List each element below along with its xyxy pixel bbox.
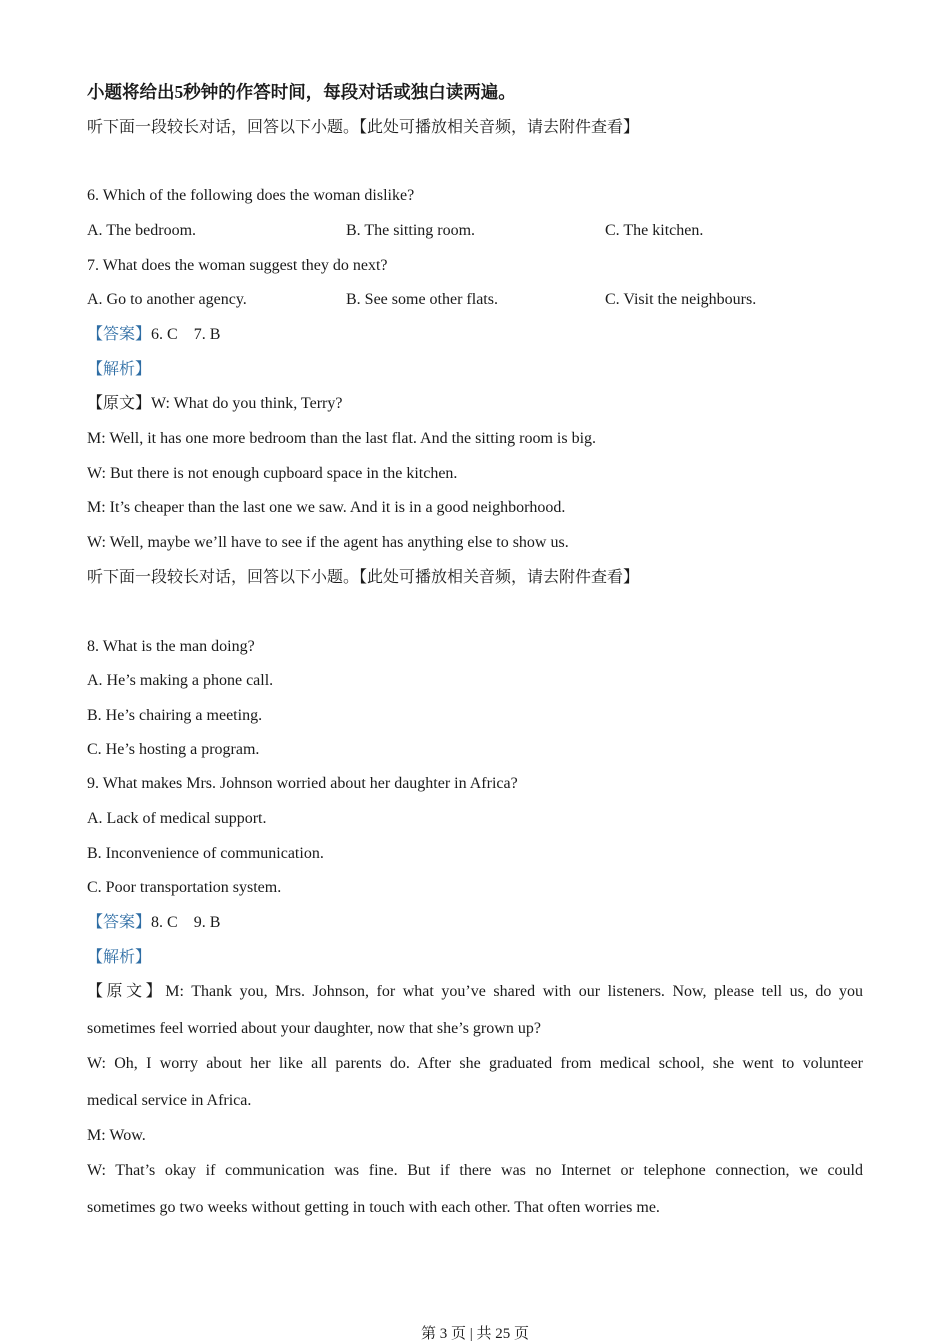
transcript-line-4: M: It’s cheaper than the last one we saw. And it is in a good neighborhood. xyxy=(87,499,566,516)
transcript-line-1 xyxy=(87,393,863,415)
transcript2-line-4b: sometimes go two weeks without getting in touch with each other. That often worries me. xyxy=(87,1199,660,1216)
section1-intro: 听下面一段较长对话，回答以下小题。【此处可播放相关音频，请去附件查看】 xyxy=(87,119,640,136)
answer-line-1 xyxy=(87,324,863,346)
q8-option-a: A. He’s making a phone call. xyxy=(87,672,274,689)
q7-stem: 7. What does the woman suggest they do next? xyxy=(87,257,388,274)
transcript-text: M: Thank you, Mrs. Johnson, for what you’ve shared with our listeners. Now, please tell us, do you xyxy=(165,983,863,1000)
transcript2-line-3: M: Wow. xyxy=(87,1127,146,1144)
analysis-tag: 【解析】 xyxy=(87,361,152,378)
q6-option-b: B. The sitting room. xyxy=(346,222,476,239)
instruction-text: 小题将给出5秒钟的作答时间，每段对话或独白读两遍。 xyxy=(87,82,516,102)
section2-intro: 听下面一段较长对话，回答以下小题。【此处可播放相关音频，请去附件查看】 xyxy=(87,569,640,586)
q6-option-a: A. The bedroom. xyxy=(87,222,197,239)
transcript2-line-2a: W: Oh, I worry about her like all parents do. After she graduated from medical school, she went to volunteer xyxy=(87,1055,863,1072)
answer-line-2 xyxy=(87,912,863,934)
transcript-line-3: W: But there is not enough cupboard space in the kitchen. xyxy=(87,465,458,482)
q8-option-b: B. He’s chairing a meeting. xyxy=(87,707,263,724)
q7-option-b: B. See some other flats. xyxy=(346,291,498,308)
transcript2-line-2b: medical service in Africa. xyxy=(87,1092,252,1109)
transcript-tag: 【原文】 xyxy=(87,395,152,412)
analysis-tag-2 xyxy=(87,947,863,969)
q8-option-c: C. He’s hosting a program. xyxy=(87,741,260,758)
q9-option-b: B. Inconvenience of communication. xyxy=(87,845,324,862)
transcript-line-5: W: Well, maybe we’ll have to see if the agent has anything else to show us. xyxy=(87,534,569,551)
page-footer: 第 3 页 | 共 25 页 xyxy=(420,1326,529,1342)
transcript2-line-1a xyxy=(87,981,863,1003)
transcript-line-2: M: Well, it has one more bedroom than the last flat. And the sitting room is big. xyxy=(87,430,597,447)
transcript2-line-1b: sometimes feel worried about your daughter, now that she’s grown up? xyxy=(87,1020,541,1037)
answer-text: 8. C 9. B xyxy=(151,914,221,931)
q6-option-c: C. The kitchen. xyxy=(605,222,704,239)
transcript2-line-4a: W: That’s okay if communication was fine. But if there was no Internet or telephone connection, we could xyxy=(87,1162,863,1179)
q6-stem: 6. Which of the following does the woman dislike? xyxy=(87,187,415,204)
q7-option-a: A. Go to another agency. xyxy=(87,291,247,308)
answer-tag: 【答案】 xyxy=(87,326,152,343)
q9-option-a: A. Lack of medical support. xyxy=(87,810,267,827)
q9-stem: 9. What makes Mrs. Johnson worried about her daughter in Africa? xyxy=(87,775,518,792)
q9-option-c: C. Poor transportation system. xyxy=(87,879,282,896)
answer-tag: 【答案】 xyxy=(87,914,152,931)
analysis-tag: 【解析】 xyxy=(87,949,152,966)
analysis-tag-1 xyxy=(87,359,863,381)
answer-text: 6. C 7. B xyxy=(151,326,221,343)
q7-option-c: C. Visit the neighbours. xyxy=(605,291,757,308)
transcript-text: W: What do you think, Terry? xyxy=(151,395,343,412)
transcript-tag: 【原文】 xyxy=(87,983,166,1000)
q8-stem: 8. What is the man doing? xyxy=(87,638,255,655)
